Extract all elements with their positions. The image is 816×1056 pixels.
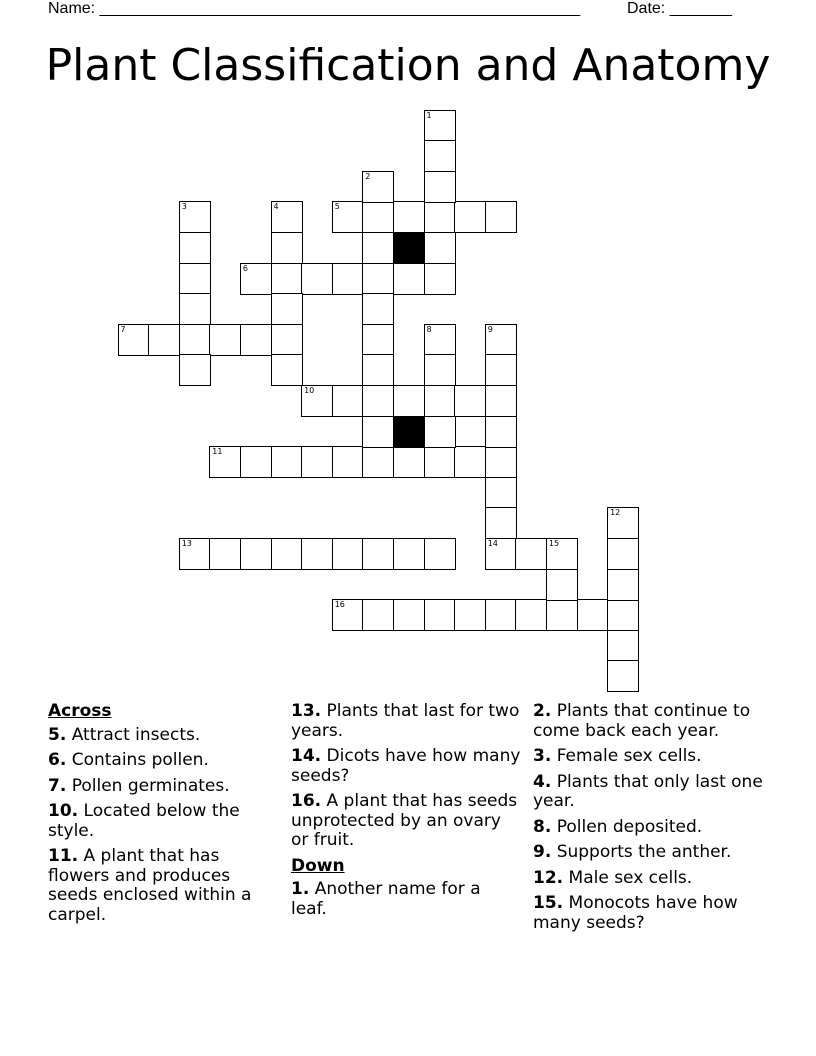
grid-cell[interactable] xyxy=(332,446,364,478)
clue-item xyxy=(48,751,278,771)
grid-number: 6 xyxy=(242,263,248,273)
grid-cell[interactable] xyxy=(362,324,394,356)
clue-item xyxy=(291,747,521,786)
grid-cell[interactable] xyxy=(485,201,517,233)
grid-cell[interactable] xyxy=(271,324,303,356)
grid-cell[interactable] xyxy=(362,263,394,295)
grid-number: 8 xyxy=(426,324,432,334)
grid-cell[interactable] xyxy=(301,538,333,570)
grid-cell[interactable] xyxy=(271,538,303,570)
grid-number: 9 xyxy=(487,324,493,334)
grid-cell[interactable] xyxy=(271,263,303,295)
grid-cell[interactable] xyxy=(454,599,486,631)
grid-cell[interactable] xyxy=(362,293,394,325)
black-cell xyxy=(393,232,425,264)
clue-number: 6. xyxy=(48,750,67,770)
clue-number: 14. xyxy=(291,746,322,766)
grid-cell[interactable] xyxy=(179,324,211,356)
clue-number: 3. xyxy=(533,746,552,766)
grid-cell[interactable] xyxy=(301,446,333,478)
grid-cell[interactable] xyxy=(424,110,456,142)
grid-cell[interactable] xyxy=(485,446,517,478)
clue-column-1 xyxy=(48,702,278,931)
grid-cell[interactable] xyxy=(362,538,394,570)
clue-number: 1. xyxy=(291,879,310,899)
grid-cell[interactable] xyxy=(271,232,303,264)
clue-text: Located below the style. xyxy=(48,801,240,841)
clue-item xyxy=(533,818,773,838)
clue-item xyxy=(291,880,521,919)
clue-number: 7. xyxy=(48,775,67,796)
grid-cell[interactable] xyxy=(332,201,364,233)
clue-text: Attract insects. xyxy=(66,724,201,745)
grid-cell[interactable] xyxy=(485,538,517,570)
grid-cell[interactable] xyxy=(332,599,364,631)
grid-cell[interactable] xyxy=(485,507,517,539)
grid-cell[interactable] xyxy=(332,538,364,570)
grid-cell[interactable] xyxy=(454,385,486,417)
grid-cell[interactable] xyxy=(179,293,211,325)
grid-cell[interactable] xyxy=(424,232,456,264)
clue-item xyxy=(533,869,773,889)
clue-item xyxy=(48,847,278,925)
grid-cell[interactable] xyxy=(240,446,272,478)
grid-cell[interactable] xyxy=(332,263,364,295)
grid-number: 3 xyxy=(181,202,187,212)
grid-number: 11 xyxy=(212,447,223,457)
grid-cell[interactable] xyxy=(393,263,425,295)
grid-cell[interactable] xyxy=(362,416,394,448)
grid-cell[interactable] xyxy=(362,232,394,264)
grid-number: 7 xyxy=(120,324,126,334)
clue-text: Female sex cells. xyxy=(551,746,702,766)
clue-number: 4. xyxy=(533,771,552,792)
grid-number: 2 xyxy=(365,171,371,181)
grid-number: 4 xyxy=(273,202,279,212)
grid-cell[interactable] xyxy=(362,354,394,386)
grid-cell[interactable] xyxy=(607,507,639,539)
grid-cell[interactable] xyxy=(424,201,456,233)
grid-cell[interactable] xyxy=(240,538,272,570)
clue-number: 15. xyxy=(533,893,564,913)
grid-cell[interactable] xyxy=(393,599,425,631)
clue-item xyxy=(533,843,773,863)
grid-cell[interactable] xyxy=(485,599,517,631)
grid-cell[interactable] xyxy=(209,538,241,570)
clue-number: 12. xyxy=(533,867,564,888)
grid-cell[interactable] xyxy=(271,201,303,233)
clue-number: 5. xyxy=(48,724,67,745)
grid-cell[interactable] xyxy=(393,538,425,570)
clue-number: 13. xyxy=(291,701,322,721)
clue-number: 10. xyxy=(48,801,79,821)
grid-cell[interactable] xyxy=(607,630,639,662)
grid-cell[interactable] xyxy=(515,599,547,631)
grid-cell[interactable] xyxy=(515,538,547,570)
clue-item xyxy=(48,726,278,746)
grid-cell[interactable] xyxy=(179,201,211,233)
grid-cell[interactable] xyxy=(301,263,333,295)
grid-cell[interactable] xyxy=(301,385,333,417)
clue-number: 11. xyxy=(48,846,79,866)
clue-number: 2. xyxy=(533,701,552,721)
clue-text: Plants that only last one year. xyxy=(533,771,763,811)
grid-number: 14 xyxy=(487,538,498,548)
grid-cell[interactable] xyxy=(362,385,394,417)
clue-column-2 xyxy=(291,702,521,925)
clue-text: Pollen germinates. xyxy=(66,775,230,796)
grid-cell[interactable] xyxy=(209,446,241,478)
grid-cell[interactable] xyxy=(454,446,486,478)
grid-cell[interactable] xyxy=(362,446,394,478)
grid-cell[interactable] xyxy=(362,599,394,631)
grid-number: 13 xyxy=(181,538,192,548)
grid-cell[interactable] xyxy=(424,538,456,570)
grid-cell[interactable] xyxy=(607,569,639,601)
grid-cell[interactable] xyxy=(485,354,517,386)
clue-text: Monocots have how many seeds? xyxy=(533,893,738,933)
grid-cell[interactable] xyxy=(546,569,578,601)
grid-cell[interactable] xyxy=(485,477,517,509)
grid-cell[interactable] xyxy=(271,446,303,478)
grid-number: 1 xyxy=(426,110,432,120)
across-heading: Across xyxy=(48,701,112,721)
grid-cell[interactable] xyxy=(393,446,425,478)
grid-cell[interactable] xyxy=(179,538,211,570)
grid-cell[interactable] xyxy=(362,201,394,233)
clue-item xyxy=(291,792,521,851)
grid-cell[interactable] xyxy=(118,324,150,356)
clue-text: Plants that continue to come back each year. xyxy=(533,701,751,741)
grid-cell[interactable] xyxy=(393,385,425,417)
grid-cell[interactable] xyxy=(424,263,456,295)
grid-cell[interactable] xyxy=(424,416,456,448)
clue-item xyxy=(291,702,521,741)
grid-cell[interactable] xyxy=(485,324,517,356)
clue-item xyxy=(48,802,278,841)
clue-column-3 xyxy=(533,702,773,939)
grid-number: 10 xyxy=(304,385,315,395)
page-title: Plant Classification and Anatomy xyxy=(45,40,771,91)
grid-cell[interactable] xyxy=(546,538,578,570)
grid-cell[interactable] xyxy=(148,324,180,356)
grid-cell[interactable] xyxy=(271,293,303,325)
clue-item xyxy=(48,777,278,797)
clue-number: 9. xyxy=(533,842,552,862)
clue-text: A plant that has flowers and produces seeds enclosed within a carpel. xyxy=(48,846,252,925)
grid-number: 15 xyxy=(548,538,560,548)
grid-cell[interactable] xyxy=(240,263,272,295)
grid-cell[interactable] xyxy=(607,538,639,570)
clue-text: Supports the anther. xyxy=(551,842,732,862)
clue-item xyxy=(533,747,773,767)
grid-cell[interactable] xyxy=(424,171,456,203)
clue-item xyxy=(533,773,773,812)
grid-cell[interactable] xyxy=(424,324,456,356)
clue-number: 16. xyxy=(291,791,322,811)
grid-cell[interactable] xyxy=(209,324,241,356)
date-field[interactable]: Date: _______ xyxy=(627,0,732,17)
grid-number: 5 xyxy=(334,202,340,212)
grid-cell[interactable] xyxy=(607,660,639,692)
grid-cell[interactable] xyxy=(179,263,211,295)
grid-cell[interactable] xyxy=(424,354,456,386)
clue-text: Another name for a leaf. xyxy=(291,879,481,919)
clue-text: Pollen deposited. xyxy=(551,816,703,837)
clue-item xyxy=(533,702,773,741)
clue-text: Plants that last for two years. xyxy=(291,701,520,741)
black-cell xyxy=(393,416,425,448)
grid-cell[interactable] xyxy=(424,599,456,631)
grid-cell[interactable] xyxy=(179,232,211,264)
grid-cell[interactable] xyxy=(546,599,578,631)
grid-cell[interactable] xyxy=(454,201,486,233)
clue-item xyxy=(533,894,773,933)
clue-number: 8. xyxy=(533,816,552,837)
grid-cell[interactable] xyxy=(607,599,639,631)
grid-cell[interactable] xyxy=(485,385,517,417)
grid-cell[interactable] xyxy=(485,416,517,448)
grid-number: 16 xyxy=(334,600,345,610)
grid-cell[interactable] xyxy=(362,171,394,203)
grid-cell[interactable] xyxy=(271,354,303,386)
clue-text: Contains pollen. xyxy=(66,750,209,770)
clue-text: Dicots have how many seeds? xyxy=(291,746,521,786)
down-heading: Down xyxy=(291,855,345,876)
grid-cell[interactable] xyxy=(240,324,272,356)
name-field[interactable]: Name: ______________________________________________________ xyxy=(48,0,581,17)
grid-cell[interactable] xyxy=(577,599,609,631)
grid-number: 12 xyxy=(610,508,621,518)
grid-cell[interactable] xyxy=(424,385,456,417)
clue-text: A plant that has seeds unprotected by an ovary or fruit. xyxy=(291,791,518,850)
grid-cell[interactable] xyxy=(332,385,364,417)
grid-cell[interactable] xyxy=(393,201,425,233)
clue-text: Male sex cells. xyxy=(563,867,693,888)
grid-cell[interactable] xyxy=(424,140,456,172)
grid-cell[interactable] xyxy=(179,354,211,386)
grid-cell[interactable] xyxy=(424,446,456,478)
